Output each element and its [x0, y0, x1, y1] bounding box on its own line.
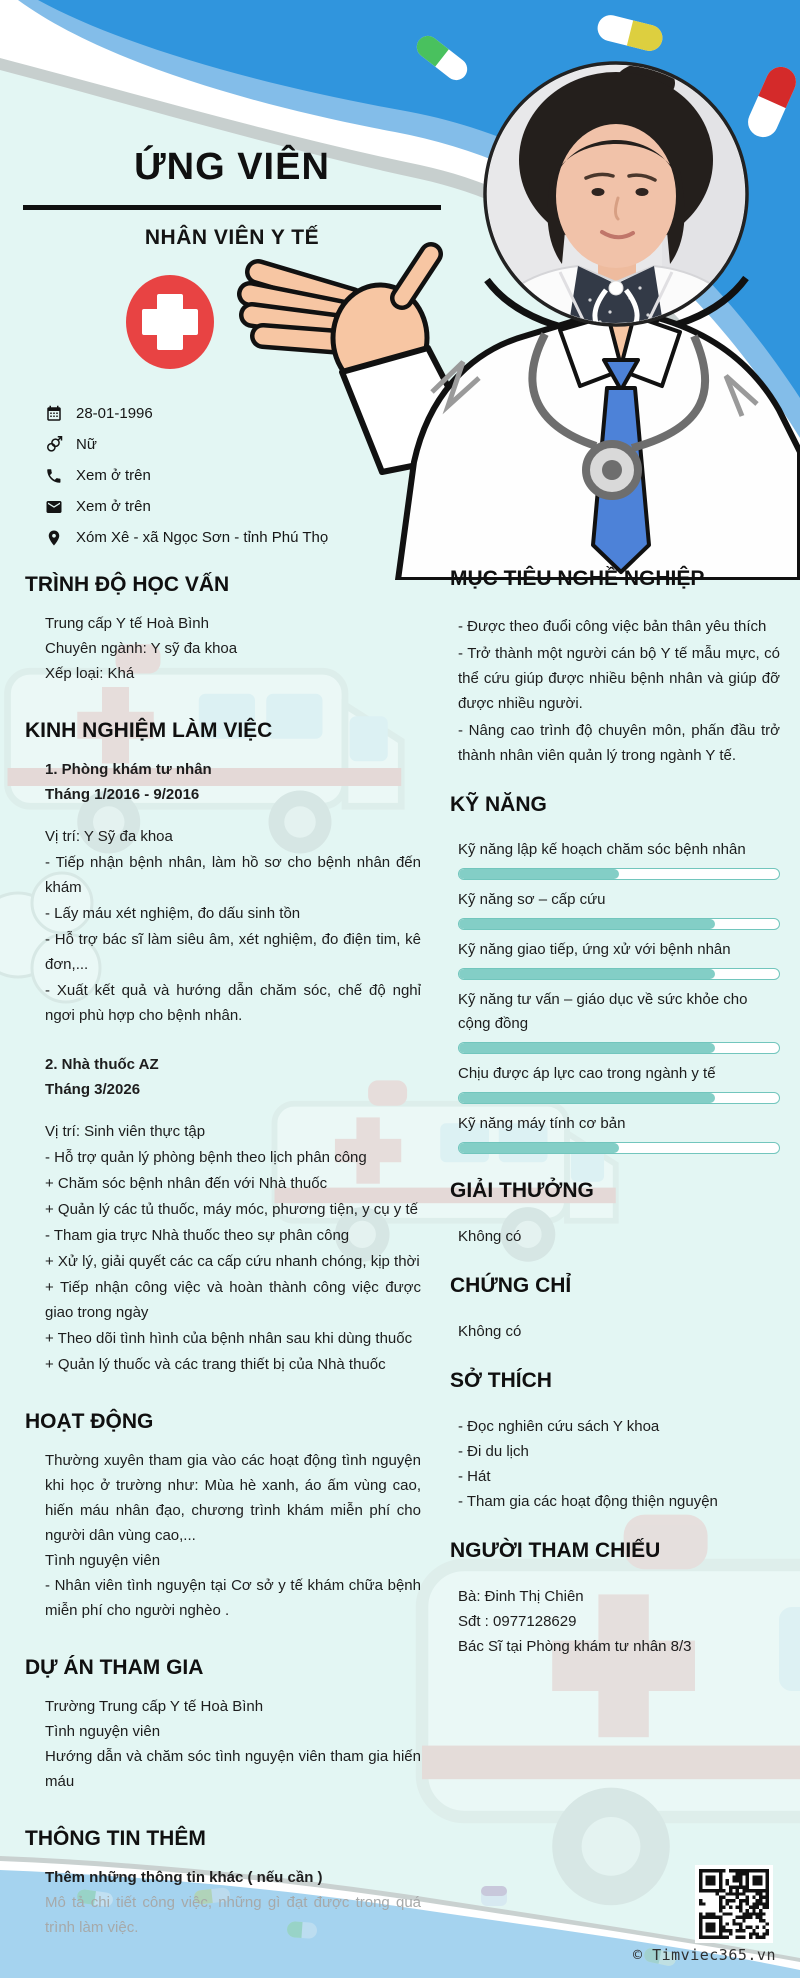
gender-value: Nữ [76, 436, 97, 453]
activities-note: - Nhân viên tình nguyện tại Cơ sở y tế khám chữa bệnh miễn phí cho người nghèo . [45, 1577, 421, 1619]
job-bullet: + Theo dõi tình hình của bệnh nhân sau khi dùng thuốc [45, 1330, 413, 1347]
section-heading: THÔNG TIN THÊM [25, 1827, 206, 1850]
hobby-item: - Tham gia các hoạt động thiện nguyện [458, 1493, 718, 1510]
section-education [25, 572, 421, 686]
hobby-item: - Đọc nghiên cứu sách Y khoa [458, 1418, 660, 1435]
skill-bar-fill [459, 919, 715, 929]
skill-bar-track [458, 1042, 780, 1054]
hobby-item: - Đi du lịch [458, 1443, 529, 1460]
job-bullet: - Lấy máu xét nghiệm, đo dấu sinh tồn [45, 905, 301, 922]
certificates-value: Không có [458, 1323, 522, 1340]
skill-bar-fill [459, 1143, 619, 1153]
skill-item [458, 1062, 780, 1104]
job-bullet: - Hỗ trợ bác sĩ làm siêu âm, xét nghiệm, đo điện tim, kê đơn,... [45, 931, 421, 973]
skill-label: Kỹ năng giao tiếp, ứng xử với bệnh nhân [458, 941, 731, 958]
right-column [450, 566, 780, 1659]
job-bullet: + Chăm sóc bệnh nhân đến với Nhà thuốc [45, 1175, 328, 1192]
objective-line: - Trở thành một người cán bộ Y tế mẫu mực, có thể cứu giúp được nhiều bệnh nhân và giúp đỡ được nhiều người. [458, 645, 780, 712]
skill-bar-fill [459, 969, 715, 979]
section-hobbies [450, 1368, 780, 1514]
section-certificates [450, 1273, 780, 1344]
objective-line: - Được theo đuổi công việc bản thân yêu thích [458, 618, 767, 635]
qr-code [695, 1865, 773, 1943]
skill-label: Kỹ năng máy tính cơ bản [458, 1115, 626, 1132]
job-bullet: + Tiếp nhận công việc và hoàn thành công việc được giao trong ngày [45, 1279, 421, 1321]
section-objective [450, 566, 780, 768]
job-bullet: + Quản lý thuốc và các trang thiết bị của Nhà thuốc [45, 1356, 386, 1373]
section-activities [25, 1409, 421, 1623]
section-heading: KINH NGHIỆM LÀM VIỆC [25, 719, 273, 742]
birthday-row [45, 402, 405, 425]
email-icon [45, 498, 63, 516]
address-value: Xóm Xê - xã Ngọc Sơn - tỉnh Phú Thọ [76, 529, 329, 546]
title-divider [23, 205, 441, 210]
activities-paragraph: Thường xuyên tham gia vào các hoạt động tình nguyện khi học ở trường như: Mùa hè xanh, áo ấm vùng cao, hiến máu nhân đạo, chương trình khám miễn phí cho người dân vùng cao,... [45, 1452, 421, 1544]
section-additional-info [25, 1826, 421, 1940]
skill-bar-track [458, 918, 780, 930]
job-title: 1. Phòng khám tư nhân [45, 761, 212, 778]
project-line: Hướng dẫn và chăm sóc tình nguyện viên tham gia hiến máu [45, 1748, 421, 1790]
birthday-value: 28-01-1996 [76, 405, 153, 422]
skill-label: Kỹ năng tư vấn – giáo dục về sức khỏe cho cộng đồng [458, 991, 748, 1032]
job-period: Tháng 1/2016 - 9/2016 [45, 786, 200, 803]
location-icon [45, 529, 63, 547]
job-bullet: - Hỗ trợ quản lý phòng bệnh theo lịch phân công [45, 1149, 367, 1166]
section-heading: DỰ ÁN THAM GIA [25, 1656, 204, 1679]
skill-bar-track [458, 968, 780, 980]
job-position: Vị trí: Y Sỹ đa khoa [45, 828, 173, 845]
section-heading: NGƯỜI THAM CHIẾU [450, 1539, 661, 1562]
job-bullet: - Tham gia trực Nhà thuốc theo sự phân công [45, 1227, 350, 1244]
section-references [450, 1538, 780, 1659]
skill-bar-fill [459, 1043, 715, 1053]
section-heading: KỸ NĂNG [450, 793, 547, 816]
education-line: Trung cấp Y tế Hoà Bình [45, 615, 209, 632]
section-awards [450, 1178, 780, 1249]
address-row [45, 526, 405, 549]
calendar-icon [45, 405, 63, 423]
skill-item [458, 838, 780, 880]
education-line: Xếp loại: Khá [45, 665, 135, 682]
section-heading: TRÌNH ĐỘ HỌC VẤN [25, 573, 230, 596]
section-heading: MỤC TIÊU NGHỀ NGHIỆP [450, 567, 705, 590]
job-bullet: + Quản lý các tủ thuốc, máy móc, phương tiện, y cụ y tế [45, 1201, 418, 1218]
project-line: Trường Trung cấp Y tế Hoà Bình [45, 1698, 264, 1715]
job-title: 2. Nhà thuốc AZ [45, 1056, 159, 1073]
skill-bar-track [458, 1092, 780, 1104]
section-heading: SỞ THÍCH [450, 1369, 552, 1392]
additional-note: Thêm những thông tin khác ( nếu cần ) [45, 1869, 323, 1886]
skill-item [458, 988, 780, 1054]
skill-label: Kỹ năng lập kế hoạch chăm sóc bệnh nhân [458, 841, 746, 858]
section-skills [450, 792, 780, 1154]
page-subtitle: NHÂN VIÊN Y TẾ [144, 226, 320, 249]
medical-cross-icon [126, 275, 214, 369]
section-heading: CHỨNG CHỈ [450, 1274, 572, 1297]
gender-icon [45, 436, 63, 454]
job-period: Tháng 3/2026 [45, 1081, 141, 1098]
copyright-text: © Timviec365.vn [633, 1946, 776, 1964]
section-heading: GIẢI THƯỞNG [450, 1179, 594, 1202]
skill-label: Kỹ năng sơ – cấp cứu [458, 891, 606, 908]
skill-bar-fill [459, 869, 619, 879]
job-bullet: - Xuất kết quả và hướng dẫn chăm sóc, chế độ nghỉ ngơi phù hợp cho bệnh nhân. [45, 982, 421, 1024]
skill-item [458, 938, 780, 980]
awards-value: Không có [458, 1228, 522, 1245]
section-heading: HOẠT ĐỘNG [25, 1410, 154, 1433]
project-line: Tình nguyện viên [45, 1723, 161, 1740]
skill-item [458, 888, 780, 930]
education-line: Chuyên ngành: Y sỹ đa khoa [45, 640, 238, 657]
skill-bar-track [458, 1142, 780, 1154]
phone-value: Xem ở trên [76, 467, 151, 484]
skill-label: Chịu được áp lực cao trong ngành y tế [458, 1065, 716, 1082]
section-experience [25, 718, 421, 1377]
reference-line: Bà: Đinh Thị Chiên [458, 1588, 584, 1605]
skill-bar-fill [459, 1093, 715, 1103]
email-row [45, 495, 405, 518]
skill-list [450, 838, 780, 1154]
phone-icon [45, 467, 63, 485]
page-title: ỨNG VIÊN [134, 146, 330, 188]
gender-row [45, 433, 405, 456]
job-bullet: + Xử lý, giải quyết các ca cấp cứu nhanh chóng, kịp thời [45, 1253, 420, 1270]
phone-row [45, 464, 405, 487]
job-bullet: - Tiếp nhận bệnh nhân, làm hồ sơ cho bệnh nhân đến khám [45, 854, 421, 896]
skill-item [458, 1112, 780, 1154]
skill-bar-track [458, 868, 780, 880]
additional-placeholder: Mô tả chi tiết công việc, những gì đạt được trong quá trình làm việc. [45, 1894, 421, 1936]
reference-line: Sđt : 0977128629 [458, 1613, 577, 1630]
job-position: Vị trí: Sinh viên thực tập [45, 1123, 206, 1140]
activities-role: Tình nguyện viên [45, 1552, 161, 1569]
reference-line: Bác Sĩ tại Phòng khám tư nhân 8/3 [458, 1638, 692, 1655]
personal-info [45, 402, 405, 557]
hobby-item: - Hát [458, 1468, 491, 1485]
avatar [480, 63, 752, 340]
objective-line: - Nâng cao trình độ chuyên môn, phấn đầu trở thành nhân viên quản lý trong ngành Y tế. [458, 722, 780, 764]
section-projects [25, 1655, 421, 1794]
left-column [25, 572, 421, 1940]
email-value: Xem ở trên [76, 498, 151, 515]
